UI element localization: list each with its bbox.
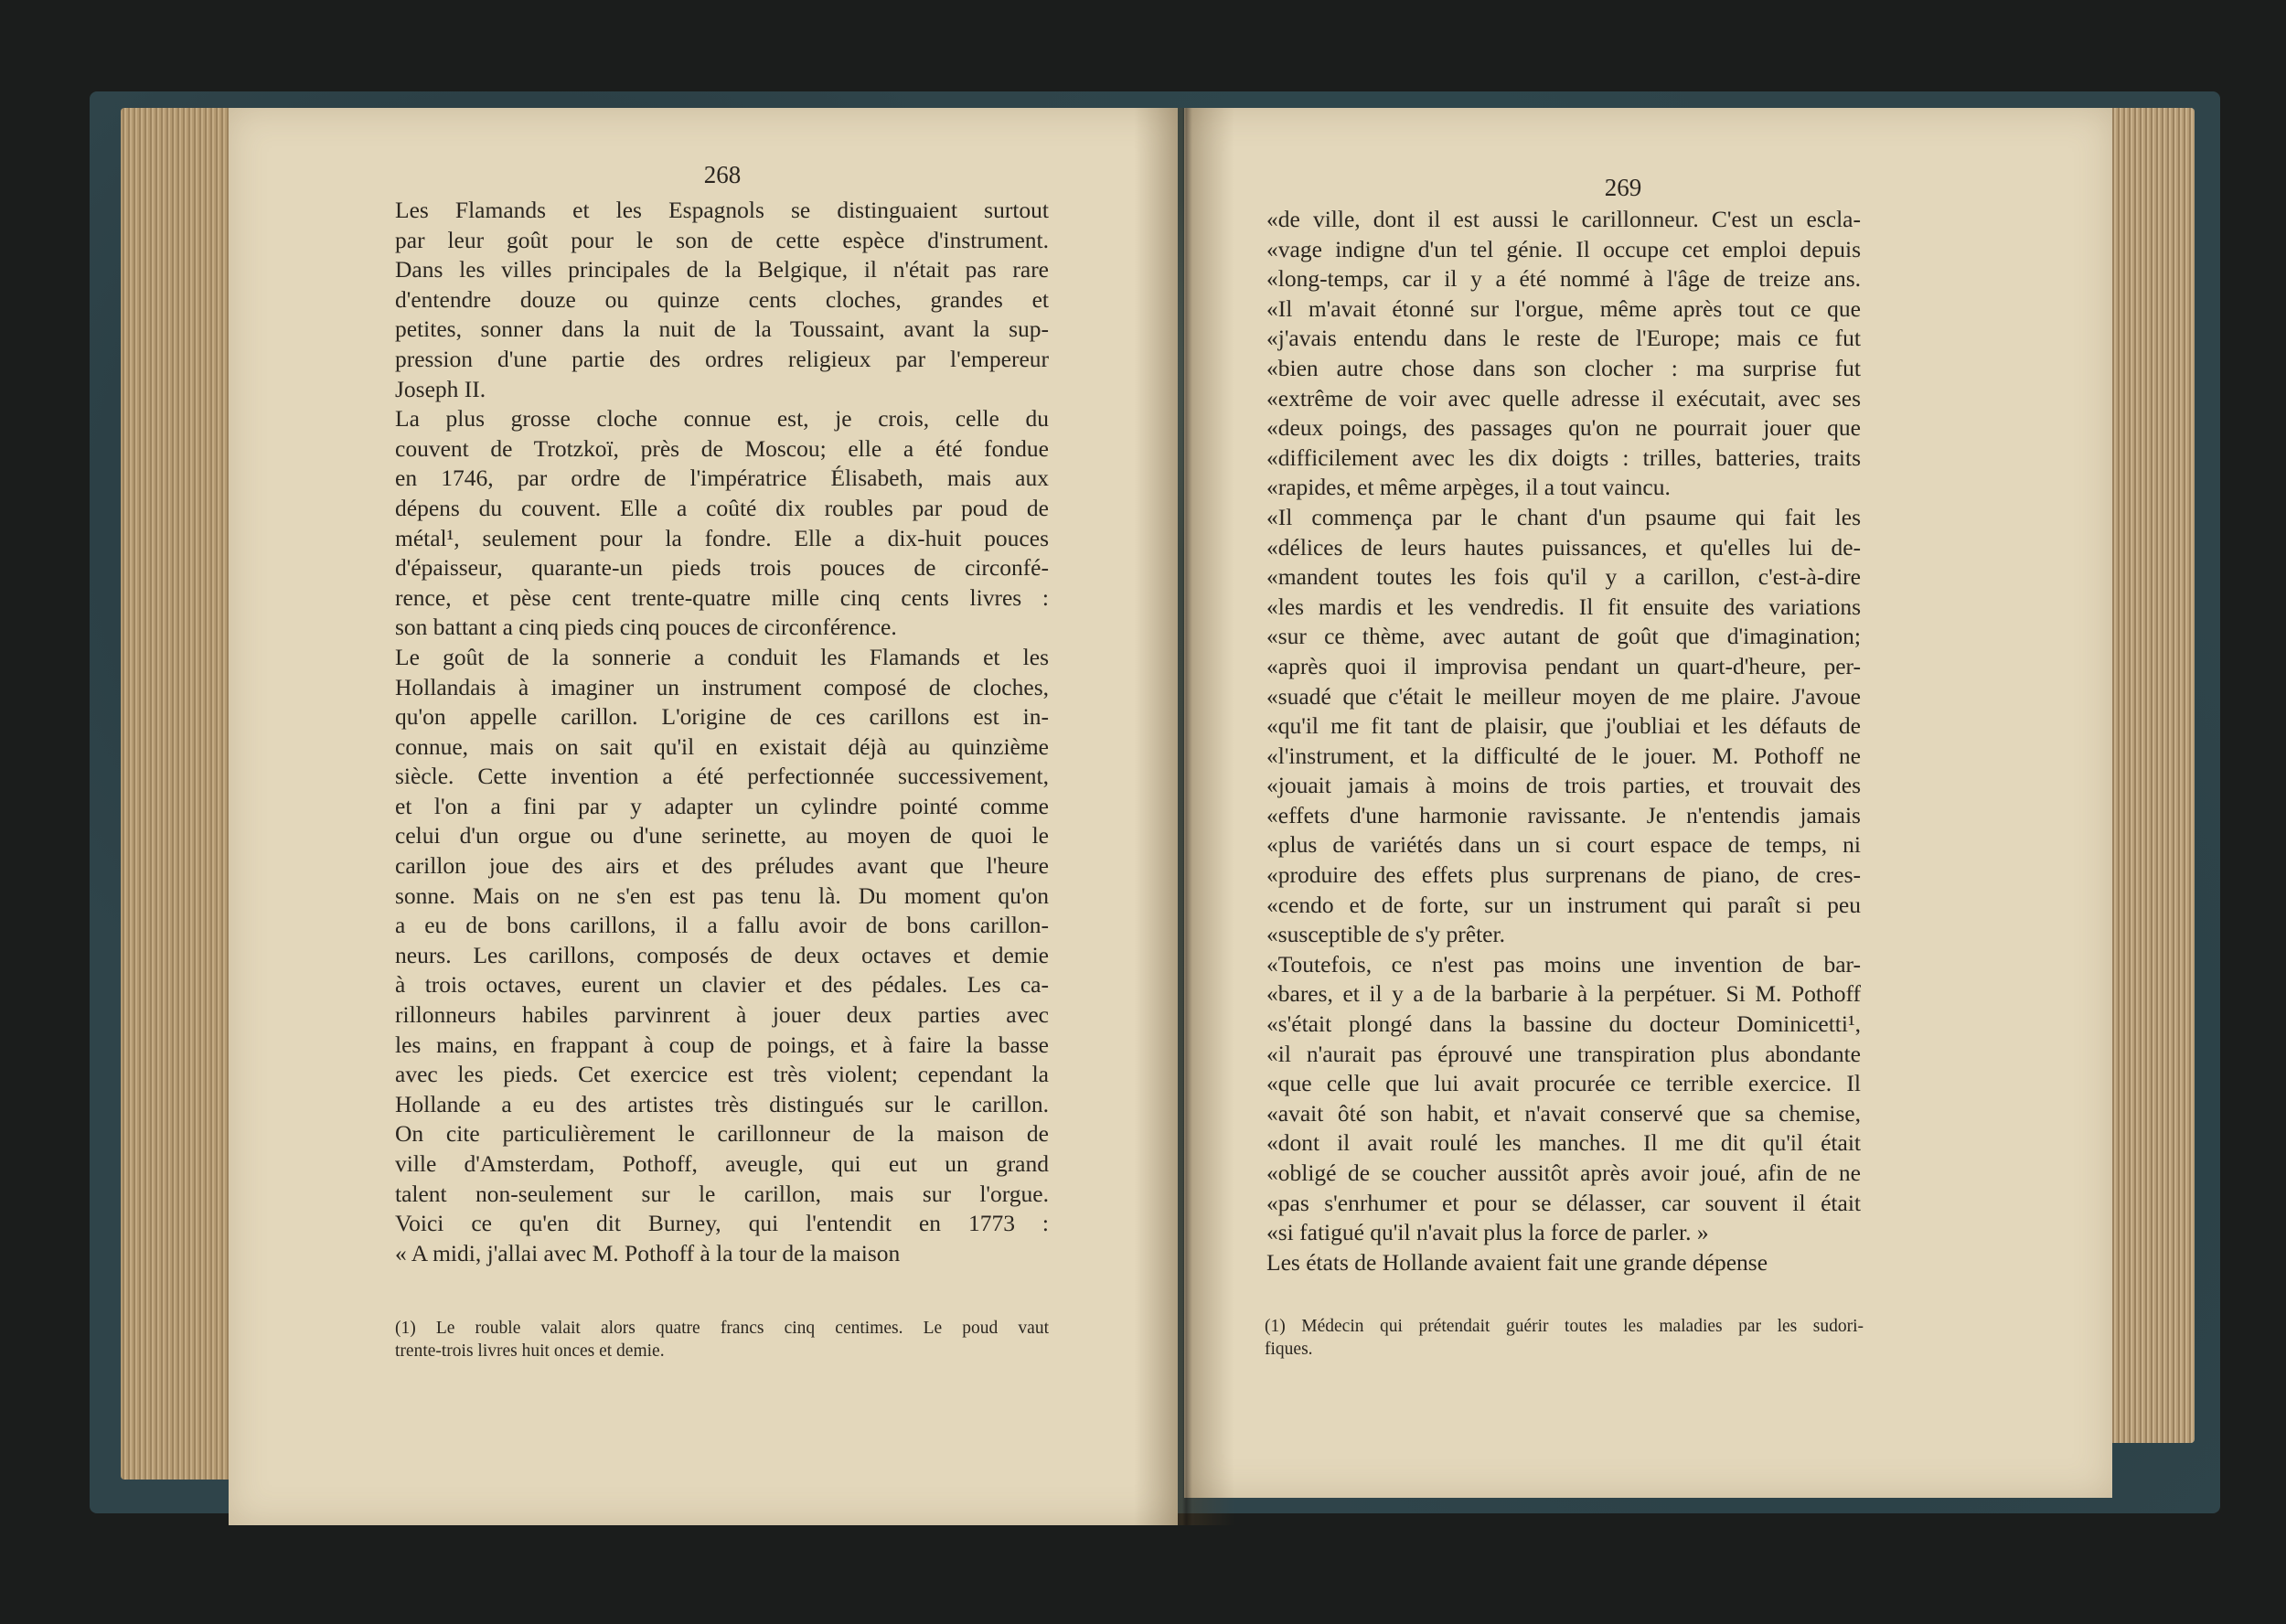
text-line: «deux poings, des passages qu'on ne pourrait jouer que [1266, 414, 1861, 442]
text-line: «extrême de voir avec quelle adresse il exécutait, avec ses [1266, 384, 1861, 411]
text-line: celui d'un orgue ou d'une serinette, au moyen de quoi le [395, 822, 1049, 849]
text-line: «Il m'avait étonné sur l'orgue, même après tout ce que [1266, 294, 1861, 322]
text-line: a eu de bons carillons, il a fallu avoir de bons carillon- [395, 912, 1049, 939]
text-line: talent non-seulement sur le carillon, mais sur l'orgue. [395, 1180, 1049, 1207]
text-line: «l'instrument, et la difficulté de le jouer. M. Pothoff ne [1266, 742, 1861, 769]
text-line: «il n'aurait pas éprouvé une transpiration plus abondante [1266, 1040, 1861, 1067]
book-gutter [1134, 108, 1234, 1525]
text-line: Les états de Hollande avaient fait une grande dépense [1266, 1248, 1768, 1276]
text-line: «Il commença par le chant d'un psaume qui fait les [1266, 503, 1861, 530]
text-line: Hollandais à imaginer un instrument composé de cloches, [395, 673, 1049, 700]
text-line: «dont il avait roulé les manches. Il me dit qu'il était [1266, 1129, 1861, 1157]
text-line: «susceptible de s'y prêter. [1266, 921, 1505, 948]
text-line: avec les pieds. Cet exercice est très violent; cependant la [395, 1061, 1049, 1088]
text-line: Le goût de la sonnerie a conduit les Flamands et les [395, 643, 1049, 670]
text-line: petites, sonner dans la nuit de la Toussaint, avant la sup- [395, 315, 1049, 343]
text-line: ville d'Amsterdam, Pothoff, aveugle, qui eut un grand [395, 1150, 1049, 1177]
text-line: d'épaisseur, quarante-un pieds trois pouces de circonfé- [395, 554, 1049, 582]
text-line: «pas s'enrhumer et pour se délasser, car souvent il était [1266, 1189, 1861, 1216]
footnote-line: (1) Le rouble valait alors quatre francs cinq centimes. Le poud vaut [395, 1319, 1049, 1338]
text-line: rillonneurs habiles parvinrent à jouer deux parties avec [395, 1001, 1049, 1029]
text-line: siècle. Cette invention a été perfectionnée successivement, [395, 763, 1049, 790]
text-line: son battant a cinq pieds cinq pouces de circonférence. [395, 614, 897, 641]
text-line: Dans les villes principales de la Belgique, il n'était pas rare [395, 256, 1049, 283]
text-line: «qu'il me fit tant de plaisir, que j'oubliai et les défauts de [1266, 712, 1861, 740]
left-page-text [395, 196, 1049, 1268]
text-line: dépens du couvent. Elle a coûté dix roubles par poud de [395, 494, 1049, 521]
text-line: «de ville, dont il est aussi le carillonneur. C'est un escla- [1266, 206, 1861, 232]
text-line: Hollande a eu des artistes très distingués sur le carillon. [395, 1090, 1049, 1117]
text-line: La plus grosse cloche connue est, je crois, celle du [395, 405, 1049, 433]
text-line: «sur ce thème, avec autant de goût que d'imagination; [1266, 623, 1861, 650]
text-line: carillon joue des airs et des préludes avant que l'heure [395, 852, 1049, 880]
text-line: «long-temps, car il y a été nommé à l'âge de treize ans. [1266, 265, 1861, 293]
right-page-text [1266, 205, 1861, 1277]
text-line: «mandent toutes les fois qu'il y a carillon, c'est-à-dire [1266, 563, 1861, 591]
text-line: «si fatigué qu'il n'avait plus la force de parler. » [1266, 1219, 1709, 1246]
text-line: «bares, et il y a de la barbarie à la perpétuer. Si M. Pothoff [1266, 980, 1861, 1008]
text-line: Joseph II. [395, 375, 486, 402]
text-line: «avait ôté son habit, et n'avait conservé que sa chemise, [1266, 1099, 1861, 1127]
text-line: «difficilement avec les dix doigts : trilles, batteries, traits [1266, 443, 1861, 471]
text-line: «que celle que lui avait procurée ce terrible exercice. Il [1266, 1070, 1861, 1097]
text-line: connue, mais on sait qu'il en existait déjà au quinzième [395, 732, 1049, 760]
text-line: «plus de variétés dans un si court espace de temps, ni [1266, 831, 1861, 859]
text-line: «après quoi il improvisa pendant un quart-d'heure, per- [1266, 652, 1861, 679]
text-line: «s'était plongé dans la bassine du docteur Dominicetti¹, [1266, 1010, 1861, 1038]
footnote-line: (1) Médecin qui prétendait guérir toutes les maladies par les sudori- [1265, 1317, 1864, 1336]
left-page-footnote [395, 1317, 1049, 1362]
text-line: rence, et pèse cent trente-quatre mille cinq cents livres : [395, 583, 1049, 611]
page-number-left: 268 [703, 161, 742, 188]
text-line: «jouait jamais à moins de trois parties, et trouvait des [1266, 772, 1861, 799]
footnote-line: trente-trois livres huit onces et demie. [395, 1341, 665, 1361]
text-line: «vage indigne d'un tel génie. Il occupe cet emploi depuis [1266, 235, 1861, 262]
right-page [1184, 108, 2112, 1498]
text-line: «obligé de se coucher aussitôt après avoir joué, afin de ne [1266, 1159, 1861, 1186]
text-line: métal¹, seulement pour la fondre. Elle a dix-huit pouces [395, 524, 1049, 551]
text-line: pression d'une partie des ordres religieux par l'empereur [395, 345, 1049, 372]
text-line: Les Flamands et les Espagnols se distinguaient surtout [395, 197, 1049, 223]
text-line: «bien autre chose dans son clocher : ma surprise fut [1266, 354, 1861, 381]
right-page-footnote [1265, 1315, 1864, 1361]
text-line: par leur goût pour le son de cette espèce d'instrument. [395, 226, 1049, 253]
text-line: à trois octaves, eurent un clavier et des pédales. Les ca- [395, 971, 1049, 999]
text-line: en 1746, par ordre de l'impératrice Élisabeth, mais aux [395, 465, 1049, 492]
text-line: «Toutefois, ce n'est pas moins une invention de bar- [1266, 950, 1861, 978]
text-line: d'entendre douze ou quinze cents cloches, grandes et [395, 285, 1049, 313]
text-line: sonne. Mais on ne s'en est pas tenu là. Du moment qu'on [395, 881, 1049, 909]
text-line: «effets d'une harmonie ravissante. Je n'entendis jamais [1266, 801, 1861, 828]
text-line: neurs. Les carillons, composés de deux octaves et demie [395, 941, 1049, 968]
text-line: « A midi, j'allai avec M. Pothoff à la tour de la maison [395, 1239, 901, 1266]
text-line: On cite particulièrement le carillonneur de la maison de [395, 1120, 1049, 1148]
page-number-right: 269 [1604, 174, 1642, 201]
text-line: couvent de Trotzkoï, près de Moscou; elle a été fondue [395, 434, 1049, 462]
text-line: «les mardis et les vendredis. Il fit ensuite des variations [1266, 593, 1861, 620]
text-line: et l'on a fini par y adapter un cylindre pointé comme [395, 792, 1049, 819]
text-line: «produire des effets plus surprenans de piano, de cres- [1266, 861, 1861, 889]
left-page [229, 108, 1178, 1525]
text-line: «suadé que c'était le meilleur moyen de me plaire. J'avoue [1266, 682, 1861, 710]
text-line: «cendo et de forte, sur un instrument qui paraît si peu [1266, 891, 1861, 918]
text-line: «j'avais entendu dans le reste de l'Europe; mais ce fut [1266, 325, 1861, 352]
text-line: Voici ce qu'en dit Burney, qui l'entendit en 1773 : [395, 1210, 1049, 1237]
text-line: les mains, en frappant à coup de poings, et à faire la basse [395, 1031, 1049, 1058]
text-line: «délices de leurs hautes puissances, et qu'elles lui de- [1266, 533, 1861, 561]
text-line: qu'on appelle carillon. L'origine de ces carillons est in- [395, 703, 1049, 731]
footnote-line: fiques. [1265, 1340, 1313, 1359]
text-line: «rapides, et même arpèges, il a tout vaincu. [1266, 474, 1671, 501]
